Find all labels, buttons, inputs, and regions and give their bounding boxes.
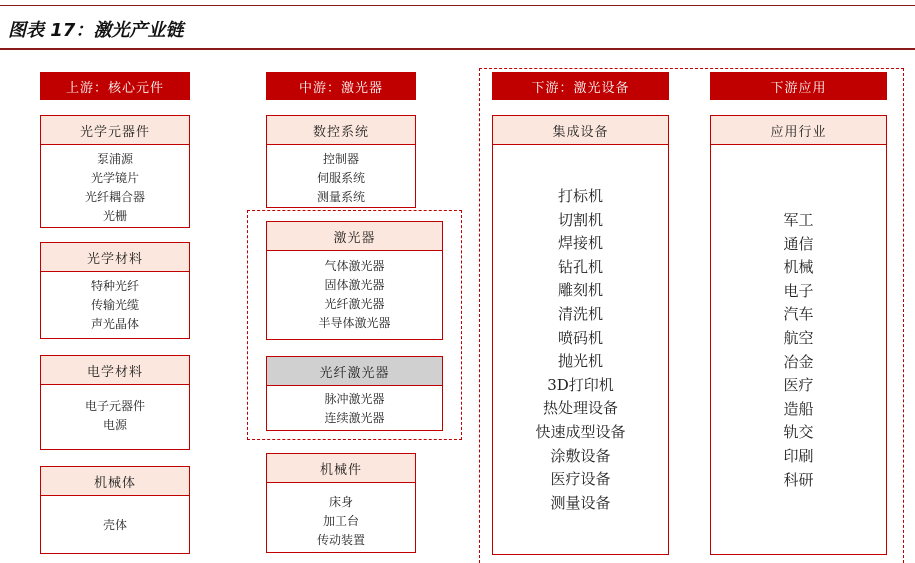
box-items <box>267 145 415 207</box>
box-title: 光学元器件 <box>41 116 189 145</box>
midstream-header: 中游：激光器 <box>266 72 416 100</box>
box-items <box>711 145 886 492</box>
box-items <box>267 483 415 550</box>
list-item: 清洗机 <box>557 304 603 323</box>
list-item: 航空 <box>783 328 814 347</box>
figure-title: 图表 17：激光产业链 <box>8 20 184 41</box>
list-item: 印刷 <box>783 446 814 465</box>
list-item: 电子 <box>783 281 814 300</box>
list-item: 机械 <box>783 258 814 277</box>
box-title: 机械体 <box>41 467 189 496</box>
list-item: 泵浦源 <box>96 152 133 166</box>
list-item: 伺服系统 <box>316 171 365 185</box>
cnc-system-box <box>266 115 416 208</box>
list-item: 涂敷设备 <box>550 446 611 465</box>
box-title: 集成设备 <box>493 116 668 145</box>
application-industries-box <box>710 115 887 555</box>
list-item: 3D打印机 <box>547 375 614 394</box>
list-item: 电源 <box>102 418 127 432</box>
mechanical-body-box <box>40 466 190 554</box>
integrated-equipment-box <box>492 115 669 555</box>
box-title: 光纤激光器 <box>267 357 442 386</box>
list-item: 半导体激光器 <box>318 316 391 330</box>
list-item: 固体激光器 <box>324 278 385 292</box>
list-item: 传输光缆 <box>90 298 139 312</box>
list-item: 壳体 <box>102 518 127 532</box>
list-item: 喷码机 <box>557 328 603 347</box>
list-item: 钻孔机 <box>557 257 603 276</box>
box-title: 应用行业 <box>711 116 886 145</box>
list-item: 脉冲激光器 <box>324 392 385 406</box>
box-title: 激光器 <box>267 222 442 251</box>
box-items <box>41 496 189 535</box>
laser-box <box>266 221 443 340</box>
list-item: 打标机 <box>557 187 603 205</box>
list-item: 热处理设备 <box>542 399 618 418</box>
list-item: 测量系统 <box>316 190 365 204</box>
downstream-application-header: 下游应用 <box>710 72 887 100</box>
upstream-header: 上游：核心元件 <box>40 72 190 100</box>
box-title: 机械件 <box>267 454 415 483</box>
list-item: 床身 <box>328 495 353 509</box>
list-item: 轨交 <box>783 423 814 442</box>
list-item: 医疗设备 <box>550 470 611 489</box>
list-item: 传动装置 <box>316 533 365 547</box>
top-rule <box>0 5 915 6</box>
box-items <box>41 272 189 334</box>
box-title: 电学材料 <box>41 356 189 385</box>
mechanical-parts-box <box>266 453 416 553</box>
list-item: 冶金 <box>783 352 814 371</box>
optical-materials-box <box>40 242 190 339</box>
list-item: 连续激光器 <box>324 411 385 425</box>
optical-components-box <box>40 115 190 228</box>
list-item: 测量设备 <box>550 493 611 512</box>
list-item: 控制器 <box>322 152 359 166</box>
title-underline <box>0 48 915 50</box>
list-item: 快速成型设备 <box>535 422 626 441</box>
list-item: 汽车 <box>783 305 814 324</box>
list-item: 焊接机 <box>557 234 603 253</box>
downstream-equipment-header: 下游：激光设备 <box>492 72 669 100</box>
box-title: 数控系统 <box>267 116 415 145</box>
box-items <box>267 251 442 333</box>
list-item: 光纤耦合器 <box>84 190 145 204</box>
list-item: 光栅 <box>102 209 127 223</box>
list-item: 雕刻机 <box>557 281 603 300</box>
list-item: 光纤激光器 <box>324 297 385 311</box>
box-items <box>41 145 189 226</box>
list-item: 光学镜片 <box>90 171 139 185</box>
box-items <box>41 385 189 435</box>
list-item: 切割机 <box>557 210 603 229</box>
list-item: 特种光纤 <box>90 279 139 293</box>
list-item: 加工台 <box>322 514 359 528</box>
list-item: 医疗 <box>783 376 814 395</box>
list-item: 造船 <box>783 399 814 418</box>
box-items <box>267 386 442 428</box>
list-item: 科研 <box>783 470 814 489</box>
list-item: 抛光机 <box>557 352 603 371</box>
box-items <box>493 145 668 515</box>
list-item: 声光晶体 <box>90 317 139 331</box>
fiber-laser-box <box>266 356 443 431</box>
list-item: 军工 <box>783 211 814 229</box>
list-item: 气体激光器 <box>324 259 385 273</box>
electrical-materials-box <box>40 355 190 450</box>
list-item: 通信 <box>783 234 814 253</box>
list-item: 电子元器件 <box>84 399 145 413</box>
box-title: 光学材料 <box>41 243 189 272</box>
